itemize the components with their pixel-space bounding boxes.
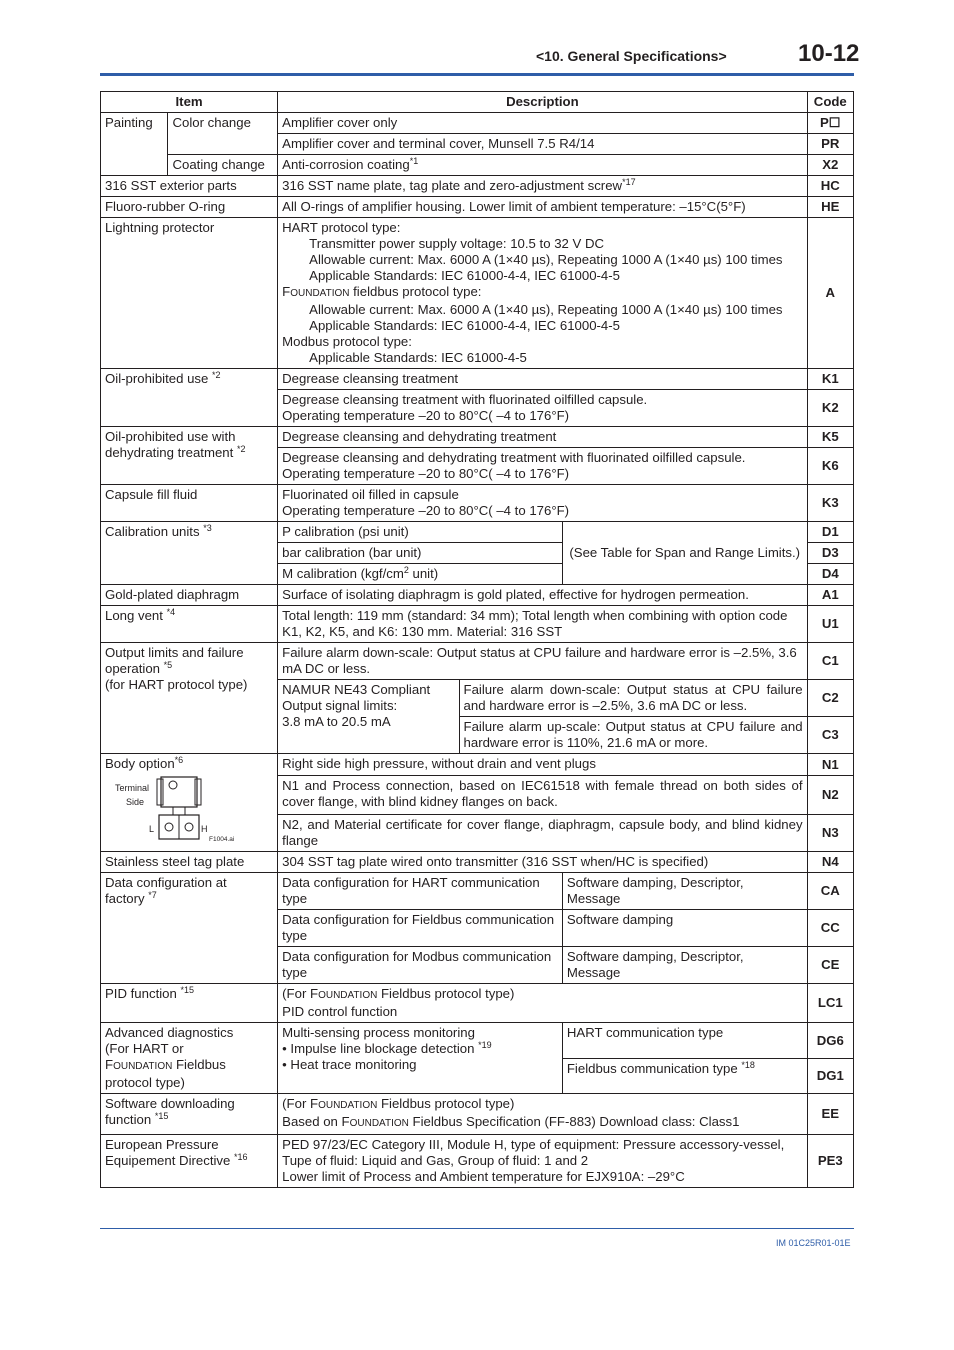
desc-cell: Degrease cleansing and dehydrating treatment bbox=[278, 427, 807, 448]
desc-cell: All O-rings of amplifier housing. Lower limit of ambient temperature: –15°C(5°F) bbox=[278, 197, 807, 218]
desc-line: Degrease cleansing and dehydrating treatment with fluorinated oilfilled capsule. bbox=[282, 450, 746, 465]
desc-cell: Surface of isolating diaphragm is gold plated, effective for hydrogen permeation. bbox=[278, 585, 807, 606]
code-cell: DG1 bbox=[807, 1059, 853, 1094]
item-cell bbox=[101, 606, 278, 643]
table-row bbox=[101, 873, 854, 910]
fig-file-label: F1004.ai bbox=[209, 836, 235, 843]
item-line bbox=[105, 1057, 273, 1075]
sub-desc-cell: HART communication type bbox=[562, 1023, 807, 1059]
desc-cell: Amplifier cover and terminal cover, Munsell 7.5 R4/14 bbox=[278, 134, 807, 155]
desc-cell: Degrease cleansing treatment bbox=[278, 369, 807, 390]
footnote-ref: *3 bbox=[203, 523, 212, 533]
item-text: PID function bbox=[105, 986, 181, 1001]
desc-cell bbox=[278, 564, 563, 585]
flange-right-shape bbox=[185, 823, 193, 831]
code-cell: CC bbox=[807, 910, 853, 947]
item-cell: Gold-plated diaphragm bbox=[101, 585, 278, 606]
table-row bbox=[101, 1023, 854, 1059]
code-cell: N3 bbox=[807, 815, 853, 852]
item-cell bbox=[101, 1023, 278, 1094]
desc-line: HART protocol type: bbox=[282, 220, 401, 235]
sub-item-cell: Coating change bbox=[168, 155, 278, 176]
desc-cell: P calibration (psi unit) bbox=[278, 522, 563, 543]
desc-cell bbox=[278, 1135, 807, 1188]
item-text: Calibration units bbox=[105, 524, 204, 539]
item-text: dehydrating treatment bbox=[105, 445, 237, 460]
screw-shape bbox=[169, 781, 177, 789]
item-cell bbox=[101, 1135, 278, 1188]
table-row bbox=[101, 218, 854, 369]
item-cell bbox=[101, 754, 278, 852]
item-line: Data configuration at bbox=[105, 875, 227, 890]
sub-desc-cell: Software damping, Descriptor, Message bbox=[562, 873, 807, 910]
desc-text: unit) bbox=[408, 566, 439, 581]
desc-line: Fluorinated oil filled in capsule bbox=[282, 487, 459, 502]
desc-line: PED 97/23/EC Category III, Module H, type of equipment: Pressure accessory-vessel, bbox=[282, 1137, 785, 1152]
item-line: (for HART protocol type) bbox=[105, 677, 248, 692]
desc-text: • Impulse line blockage detection bbox=[282, 1041, 479, 1056]
desc-line: • Heat trace monitoring bbox=[282, 1057, 417, 1072]
flange-left-shape bbox=[165, 823, 173, 831]
item-line: (For HART or bbox=[105, 1041, 184, 1056]
table-row bbox=[101, 643, 854, 680]
code-cell: N2 bbox=[807, 776, 853, 815]
cover-right-shape bbox=[195, 779, 201, 805]
options-table bbox=[100, 91, 854, 1188]
foundation-initial: F bbox=[282, 284, 291, 299]
code-cell: N1 bbox=[807, 754, 853, 776]
desc-text: (For F bbox=[282, 1096, 319, 1111]
desc-cell bbox=[278, 176, 807, 197]
cover-left-shape bbox=[157, 779, 163, 805]
desc-line: Allowable current: Max. 6000 A (1×40 µs), Repeating 1000 A (1×40 µs) 100 times bbox=[309, 252, 783, 267]
desc-text: Based on F bbox=[282, 1114, 350, 1129]
namur-cell bbox=[278, 680, 459, 754]
item-cell: Painting bbox=[101, 113, 168, 176]
item-cell: Capsule fill fluid bbox=[101, 485, 278, 522]
code-cell: K2 bbox=[807, 390, 853, 427]
desc-line bbox=[282, 1041, 562, 1057]
code-cell: PR bbox=[807, 134, 853, 155]
desc-line: Allowable current: Max. 6000 A (1×40 µs), Repeating 1000 A (1×40 µs) 100 times bbox=[309, 302, 783, 317]
item-line: protocol type) bbox=[105, 1075, 185, 1090]
footnote-ref: *1 bbox=[409, 156, 419, 166]
code-cell: C1 bbox=[807, 643, 853, 680]
item-cell bbox=[101, 984, 278, 1023]
desc-line: Degrease cleansing treatment with fluorinated oilfilled capsule. bbox=[282, 392, 648, 407]
footer-rule bbox=[100, 1228, 854, 1229]
table-row bbox=[101, 754, 854, 776]
header-description: Description bbox=[278, 92, 807, 113]
item-cell bbox=[101, 643, 278, 754]
item-text: factory bbox=[105, 891, 149, 906]
item-text: function bbox=[105, 1112, 155, 1127]
item-text: Fieldbus bbox=[172, 1057, 226, 1072]
table-row bbox=[101, 197, 854, 218]
footnote-ref: *15 bbox=[154, 1111, 169, 1121]
item-text: Equipement Directive bbox=[105, 1153, 235, 1168]
item-cell bbox=[101, 873, 278, 984]
desc-cell: Right side high pressure, without drain and vent plugs bbox=[278, 754, 807, 776]
footnote-ref: *16 bbox=[234, 1152, 248, 1162]
sub-desc-cell: Software damping bbox=[562, 910, 807, 947]
desc-text: 316 SST name plate, tag plate and zero-adjustment screw bbox=[282, 178, 623, 193]
calib-note-cell: (See Table for Span and Range Limits.) bbox=[562, 522, 807, 585]
foundation-smallcaps: OUNDATION bbox=[318, 990, 378, 1001]
desc-text: Fieldbus protocol type) bbox=[377, 1096, 515, 1111]
desc-cell: N2, and Material certificate for cover flange, diaphragm, capsule body, and blind kidney flange bbox=[278, 815, 807, 852]
desc-cell: Data configuration for Modbus communication type bbox=[278, 947, 563, 984]
doc-number: IM 01C25R01-01E bbox=[776, 1238, 851, 1248]
code-cell: EE bbox=[807, 1094, 853, 1135]
desc-cell: bar calibration (bar unit) bbox=[278, 543, 563, 564]
desc-cell: N1 and Process connection, based on IEC61518 with female thread on both sides of cover flange, with blind kidney flanges on back. bbox=[278, 776, 807, 815]
code-cell: C3 bbox=[807, 717, 853, 754]
fig-label-l: L bbox=[149, 824, 155, 834]
foundation-smallcaps: OUNDATION bbox=[113, 1061, 173, 1072]
desc-line: Operating temperature –20 to 80°C( –4 to 176°F) bbox=[282, 466, 570, 481]
desc-line: PID control function bbox=[282, 1004, 398, 1019]
desc-text: M calibration (kgf/cm bbox=[282, 566, 404, 581]
item-line bbox=[105, 1153, 273, 1169]
desc-cell bbox=[278, 448, 807, 485]
fig-label-side: Side bbox=[126, 797, 145, 807]
desc-cell bbox=[278, 390, 807, 427]
desc-line: Modbus protocol type: bbox=[282, 334, 412, 349]
desc-line: Operating temperature –20 to 80°C( –4 to 176°F) bbox=[282, 503, 570, 518]
foundation-smallcaps: OUNDATION bbox=[318, 1100, 378, 1111]
desc-text: (For F bbox=[282, 986, 319, 1001]
item-line bbox=[105, 661, 273, 677]
desc-text: Fieldbus Specification (FF-883) Download class: Class1 bbox=[408, 1114, 740, 1129]
page-number: 10-12 bbox=[798, 40, 860, 67]
desc-cell: Failure alarm down-scale: Output status at CPU failure and hardware error is –2.5%, 3.6 mA DC or less. bbox=[459, 680, 807, 717]
footnote-ref: *2 bbox=[212, 370, 221, 380]
code-cell: X2 bbox=[807, 155, 853, 176]
desc-cell bbox=[278, 1023, 563, 1094]
desc-line: NAMUR NE43 Compliant bbox=[282, 682, 431, 697]
desc-line: Lower limit of Process and Ambient temperature for EJX910A: –29°C bbox=[282, 1169, 685, 1184]
item-line bbox=[105, 891, 273, 907]
item-line bbox=[105, 445, 273, 461]
footnote-ref: *6 bbox=[174, 755, 184, 765]
desc-line bbox=[282, 284, 802, 302]
item-cell bbox=[101, 1094, 278, 1135]
sub-desc-cell: Software damping, Descriptor, Message bbox=[562, 947, 807, 984]
table-row bbox=[101, 606, 854, 643]
code-cell: CE bbox=[807, 947, 853, 984]
desc-cell bbox=[278, 485, 807, 522]
desc-cell: Data configuration for Fieldbus communication type bbox=[278, 910, 563, 947]
desc-cell: Amplifier cover only bbox=[278, 113, 807, 134]
desc-line: Applicable Standards: IEC 61000-4-4, IEC 61000-4-5 bbox=[309, 318, 620, 333]
section-title: <10. General Specifications> bbox=[536, 48, 727, 64]
table-row bbox=[101, 113, 854, 134]
table-row bbox=[101, 852, 854, 873]
sub-item-cell: Color change bbox=[168, 113, 278, 155]
desc-text: Anti-corrosion coating bbox=[282, 157, 410, 172]
desc-line: Applicable Standards: IEC 61000-4-5 bbox=[309, 350, 527, 365]
table-row bbox=[101, 984, 854, 1023]
item-line: Software downloading bbox=[105, 1096, 235, 1111]
code-cell: HE bbox=[807, 197, 853, 218]
item-cell bbox=[101, 427, 278, 485]
header-code: Code bbox=[807, 92, 853, 113]
desc-line: 3.8 mA to 20.5 mA bbox=[282, 714, 391, 729]
footnote-ref: *15 bbox=[180, 985, 195, 995]
item-cell bbox=[101, 369, 278, 427]
table-row bbox=[101, 155, 854, 176]
desc-cell bbox=[278, 984, 807, 1023]
item-line bbox=[105, 756, 273, 772]
code-cell: K5 bbox=[807, 427, 853, 448]
foundation-smallcaps: OUNDATION bbox=[290, 288, 350, 299]
desc-line: Tupe of fluid: Liquid and Gas, Group of fluid: 1 and 2 bbox=[282, 1153, 589, 1168]
table-row bbox=[101, 485, 854, 522]
item-text: Body option bbox=[105, 756, 175, 771]
code-cell: K1 bbox=[807, 369, 853, 390]
footnote-ref: *7 bbox=[148, 890, 157, 900]
item-text: operation bbox=[105, 661, 164, 676]
desc-cell: Failure alarm down-scale: Output status at CPU failure and hardware error is –2.5%, 3.6 mA DC or less. bbox=[278, 643, 807, 680]
desc-cell bbox=[278, 155, 807, 176]
desc-cell: Failure alarm up-scale: Output status at CPU failure and hardware error is 110%, 21.6 mA or more. bbox=[459, 717, 807, 754]
fig-label-h: H bbox=[201, 824, 208, 834]
desc-text: Fieldbus communication type bbox=[566, 1061, 742, 1076]
footnote-ref: *2 bbox=[236, 444, 246, 454]
code-cell: D1 bbox=[807, 522, 853, 543]
table-row bbox=[101, 369, 854, 390]
code-cell: P☐ bbox=[807, 113, 853, 134]
desc-cell: Data configuration for HART communication type bbox=[278, 873, 563, 910]
foundation-initial: F bbox=[105, 1057, 114, 1072]
code-cell: K3 bbox=[807, 485, 853, 522]
footnote-ref: *17 bbox=[622, 177, 636, 187]
transmitter-body-figure bbox=[109, 775, 249, 845]
item-cell: Lightning protector bbox=[101, 218, 278, 369]
desc-cell bbox=[278, 218, 807, 369]
table-row bbox=[101, 427, 854, 448]
code-cell: C2 bbox=[807, 680, 853, 717]
desc-line bbox=[282, 986, 802, 1004]
fig-label-terminal: Terminal bbox=[115, 783, 150, 793]
desc-line bbox=[282, 1096, 802, 1114]
footnote-ref: *18 bbox=[741, 1060, 755, 1070]
code-cell: U1 bbox=[807, 606, 853, 643]
item-line: Advanced diagnostics bbox=[105, 1025, 234, 1040]
item-cell bbox=[101, 522, 278, 585]
item-cell: Stainless steel tag plate bbox=[101, 852, 278, 873]
desc-text: Fieldbus protocol type) bbox=[377, 986, 515, 1001]
table-row bbox=[101, 522, 854, 543]
item-line bbox=[105, 1112, 273, 1128]
header-item: Item bbox=[101, 92, 278, 113]
item-text: Oil-prohibited use bbox=[105, 371, 213, 386]
sub-desc-cell bbox=[562, 1059, 807, 1094]
code-cell: A bbox=[807, 218, 853, 369]
table-row bbox=[101, 1135, 854, 1188]
item-text: Long vent bbox=[105, 608, 167, 623]
superscript: 2 bbox=[403, 565, 409, 575]
table-row bbox=[101, 585, 854, 606]
desc-line: Output signal limits: bbox=[282, 698, 398, 713]
code-cell: PE3 bbox=[807, 1135, 853, 1188]
item-line: Output limits and failure bbox=[105, 645, 244, 660]
desc-line: Multi-sensing process monitoring bbox=[282, 1025, 475, 1040]
item-line: European Pressure bbox=[105, 1137, 219, 1152]
neck-shape bbox=[173, 807, 185, 815]
desc-line: Operating temperature –20 to 80°C( –4 to 176°F) bbox=[282, 408, 570, 423]
code-cell: A1 bbox=[807, 585, 853, 606]
desc-line: Applicable Standards: IEC 61000-4-4, IEC 61000-4-5 bbox=[309, 268, 620, 283]
code-cell: DG6 bbox=[807, 1023, 853, 1059]
footnote-ref: *5 bbox=[163, 660, 173, 670]
item-cell: Fluoro-rubber O-ring bbox=[101, 197, 278, 218]
code-cell: D4 bbox=[807, 564, 853, 585]
housing-shape bbox=[161, 777, 197, 807]
desc-cell: 304 SST tag plate wired onto transmitter (316 SST when/HC is specified) bbox=[278, 852, 807, 873]
desc-line bbox=[282, 1114, 802, 1132]
desc-cell: Total length: 119 mm (standard: 34 mm); Total length when combining with option code K1, K2, K5, and K6: 130 mm. Material: 316 SST bbox=[278, 606, 807, 643]
table-header-row bbox=[101, 92, 854, 113]
desc-cell bbox=[278, 1094, 807, 1135]
code-cell: D3 bbox=[807, 543, 853, 564]
header-rule bbox=[100, 73, 854, 76]
footnote-ref: *19 bbox=[478, 1040, 492, 1050]
table-row bbox=[101, 1094, 854, 1135]
desc-line: Transmitter power supply voltage: 10.5 to 32 V DC bbox=[309, 236, 605, 251]
code-cell: K6 bbox=[807, 448, 853, 485]
foundation-smallcaps: OUNDATION bbox=[349, 1118, 409, 1129]
item-line: Oil-prohibited use with bbox=[105, 429, 236, 444]
code-cell: HC bbox=[807, 176, 853, 197]
code-cell: CA bbox=[807, 873, 853, 910]
footnote-ref: *4 bbox=[166, 607, 176, 617]
code-cell: N4 bbox=[807, 852, 853, 873]
desc-text: fieldbus protocol type: bbox=[349, 284, 482, 299]
table-row bbox=[101, 176, 854, 197]
item-cell: 316 SST exterior parts bbox=[101, 176, 278, 197]
code-cell: LC1 bbox=[807, 984, 853, 1023]
